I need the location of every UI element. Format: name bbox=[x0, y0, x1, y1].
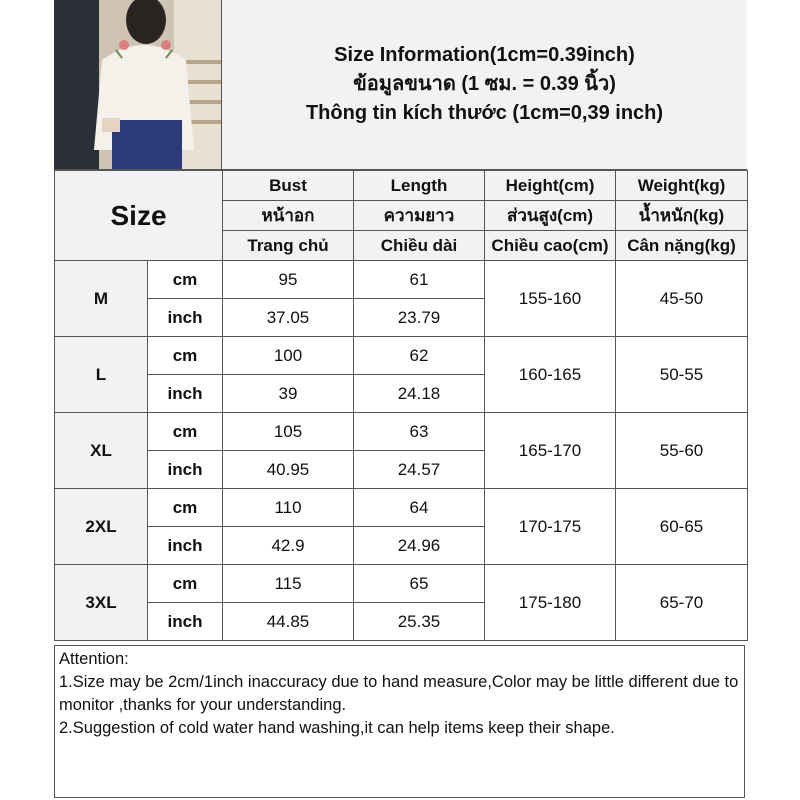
model-photo-illustration bbox=[54, 0, 221, 169]
title-english: Size Information(1cm=0.39inch) bbox=[334, 44, 635, 66]
col-weight-en: Weight(kg) bbox=[616, 171, 748, 201]
bust-inch: 39 bbox=[223, 375, 354, 413]
bust-cm: 95 bbox=[223, 261, 354, 299]
bust-inch: 37.05 bbox=[223, 299, 354, 337]
col-bust-vi: Trang chủ bbox=[223, 231, 354, 261]
col-height-vi: Chiều cao(cm) bbox=[485, 231, 616, 261]
notes-item-1: 1.Size may be 2cm/1inch inaccuracy due to hand measure,Color may be little different due to monitor ,thanks for your understanding. bbox=[59, 673, 739, 714]
title-vietnamese: Thông tin kích thước (1cm=0,39 inch) bbox=[305, 102, 664, 124]
col-length-en: Length bbox=[354, 171, 485, 201]
col-weight-th: น้ำหนัก(kg) bbox=[616, 201, 748, 231]
length-inch: 25.35 bbox=[354, 603, 485, 641]
weight-range: 50-55 bbox=[616, 337, 748, 413]
unit-inch: inch bbox=[148, 299, 223, 337]
length-cm: 64 bbox=[354, 489, 485, 527]
title-block bbox=[222, 0, 747, 170]
unit-cm: cm bbox=[148, 413, 223, 451]
unit-cm: cm bbox=[148, 489, 223, 527]
height-range: 155-160 bbox=[485, 261, 616, 337]
col-bust-th: หน้าอก bbox=[223, 201, 354, 231]
length-cm: 62 bbox=[354, 337, 485, 375]
height-range: 170-175 bbox=[485, 489, 616, 565]
size-label: 2XL bbox=[55, 489, 148, 565]
length-cm: 63 bbox=[354, 413, 485, 451]
col-weight-vi: Cân nặng(kg) bbox=[616, 231, 748, 261]
table-row bbox=[55, 565, 748, 603]
table-row bbox=[55, 489, 748, 527]
bust-cm: 100 bbox=[223, 337, 354, 375]
table-row bbox=[55, 261, 748, 299]
unit-inch: inch bbox=[148, 603, 223, 641]
header-row-en bbox=[55, 171, 748, 201]
length-inch: 24.18 bbox=[354, 375, 485, 413]
col-length-vi: Chiều dài bbox=[354, 231, 485, 261]
size-table bbox=[54, 170, 748, 641]
length-inch: 24.96 bbox=[354, 527, 485, 565]
bust-cm: 105 bbox=[223, 413, 354, 451]
size-label: 3XL bbox=[55, 565, 148, 641]
unit-cm: cm bbox=[148, 337, 223, 375]
weight-range: 45-50 bbox=[616, 261, 748, 337]
bust-cm: 110 bbox=[223, 489, 354, 527]
height-range: 175-180 bbox=[485, 565, 616, 641]
col-bust-en: Bust bbox=[223, 171, 354, 201]
bust-inch: 42.9 bbox=[223, 527, 354, 565]
unit-inch: inch bbox=[148, 375, 223, 413]
size-label: XL bbox=[55, 413, 148, 489]
weight-range: 60-65 bbox=[616, 489, 748, 565]
table-row bbox=[55, 337, 748, 375]
size-label: M bbox=[55, 261, 148, 337]
weight-range: 65-70 bbox=[616, 565, 748, 641]
table-row bbox=[55, 413, 748, 451]
height-range: 160-165 bbox=[485, 337, 616, 413]
height-range: 165-170 bbox=[485, 413, 616, 489]
size-label: L bbox=[55, 337, 148, 413]
length-cm: 61 bbox=[354, 261, 485, 299]
unit-cm: cm bbox=[148, 261, 223, 299]
attention-notes bbox=[54, 645, 745, 798]
notes-item-2: 2.Suggestion of cold water hand washing,it can help items keep their shape. bbox=[59, 719, 615, 737]
length-inch: 23.79 bbox=[354, 299, 485, 337]
title-thai: ข้อมูลขนาด (1 ซม. = 0.39 นิ้ว) bbox=[353, 73, 616, 95]
bust-cm: 115 bbox=[223, 565, 354, 603]
length-cm: 65 bbox=[354, 565, 485, 603]
bust-inch: 40.95 bbox=[223, 451, 354, 489]
product-photo bbox=[54, 0, 222, 170]
unit-cm: cm bbox=[148, 565, 223, 603]
col-height-en: Height(cm) bbox=[485, 171, 616, 201]
size-header: Size bbox=[55, 171, 223, 261]
unit-inch: inch bbox=[148, 527, 223, 565]
col-height-th: ส่วนสูง(cm) bbox=[485, 201, 616, 231]
unit-inch: inch bbox=[148, 451, 223, 489]
length-inch: 24.57 bbox=[354, 451, 485, 489]
notes-heading: Attention: bbox=[59, 650, 129, 668]
bust-inch: 44.85 bbox=[223, 603, 354, 641]
weight-range: 55-60 bbox=[616, 413, 748, 489]
col-length-th: ความยาว bbox=[354, 201, 485, 231]
